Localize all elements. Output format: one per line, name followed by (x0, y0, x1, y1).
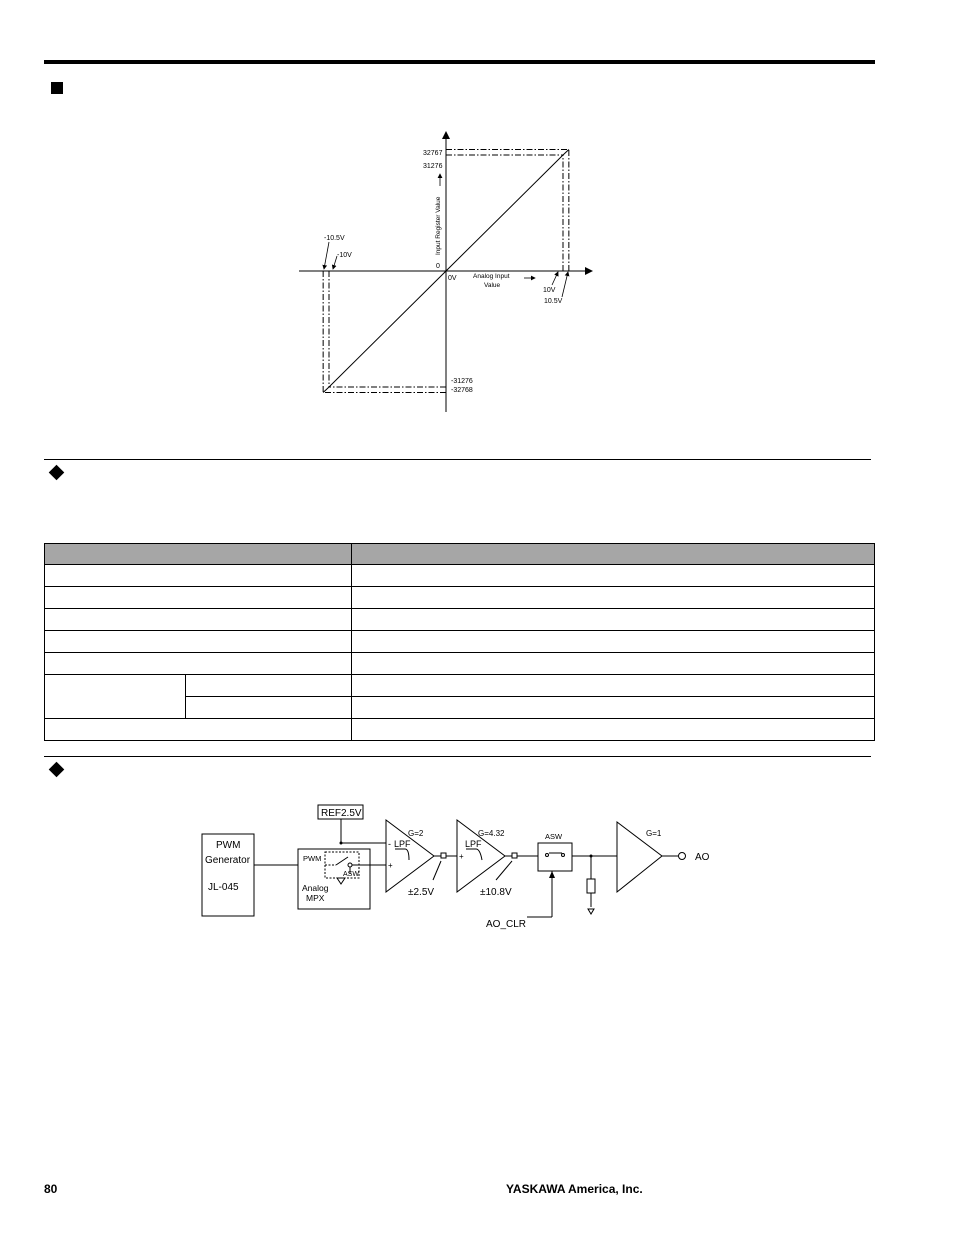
y-axis-label: Input Register Value (435, 196, 442, 255)
amp2-plus-label: + (459, 852, 464, 861)
x-tick-label: 10V (543, 287, 556, 294)
spec-table (44, 543, 875, 741)
header-rule (44, 60, 875, 64)
amp1-minus-label: - (388, 839, 391, 849)
x-axis-label-line1: Analog Input (473, 273, 510, 280)
table-row (45, 719, 875, 741)
page-number: 80 (44, 1182, 58, 1196)
circuit-diagram (195, 800, 720, 935)
section-rule (44, 459, 871, 460)
clear-label: AO_CLR (486, 919, 527, 930)
asw-label: ASW (545, 832, 563, 841)
amp3-gain-label: G=1 (646, 829, 662, 838)
section-square-icon (51, 82, 63, 94)
mpx-label: MPX (306, 893, 325, 903)
y-tick-label: -32768 (451, 387, 473, 394)
amp1-plus-label: + (388, 861, 393, 870)
mpx-analog-label: Analog (302, 883, 329, 893)
table-row (45, 609, 875, 631)
amp2-lpf-label: LPF (465, 839, 482, 849)
table-row (45, 587, 875, 609)
x-tick-label: 0V (448, 275, 457, 282)
table-row (45, 565, 875, 587)
pwm-label: PWM (216, 840, 241, 851)
y-tick-label: 31276 (423, 163, 443, 170)
amp2-gain-label: G=4.32 (478, 829, 505, 838)
table-row (45, 653, 875, 675)
conversion-chart (290, 125, 610, 420)
amp1-range-label: ±2.5V (408, 887, 435, 898)
x-axis-label-line2: Value (484, 282, 501, 289)
ref-label: REF2.5V (321, 808, 362, 819)
x-tick-label: -10V (337, 252, 352, 259)
resistor (587, 879, 595, 893)
x-tick-label: -10.5V (324, 235, 345, 242)
jl045-label: JL-045 (208, 882, 239, 893)
amp1-lpf-label: LPF (394, 839, 411, 849)
mpx-asw-label: ASW (343, 871, 359, 878)
y-tick-label: 32767 (423, 150, 443, 157)
amp2-range-label: ±10.8V (480, 887, 512, 898)
section-rule (44, 756, 871, 757)
company-name: YASKAWA America, Inc. (506, 1182, 643, 1196)
section-diamond-icon (49, 465, 65, 481)
section-diamond-icon (49, 762, 65, 778)
table-row (45, 631, 875, 653)
mpx-pwm-label: PWM (303, 854, 322, 863)
output-label: AO (695, 852, 710, 863)
table-row (45, 675, 875, 697)
amp1-gain-label: G=2 (408, 829, 424, 838)
asw-block (538, 843, 572, 871)
y-tick-label: 0 (436, 263, 440, 270)
x-tick-label: 10.5V (544, 298, 563, 305)
table-header-row (45, 544, 875, 565)
output-terminal (679, 853, 686, 860)
generator-label: Generator (205, 855, 251, 866)
y-tick-label: -31276 (451, 378, 473, 385)
